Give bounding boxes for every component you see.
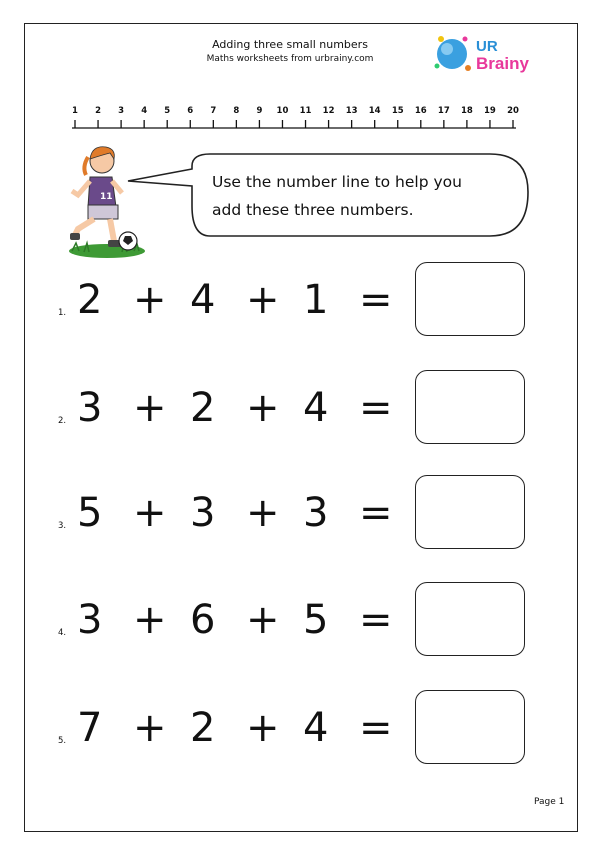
question-number: 3. bbox=[58, 521, 67, 531]
number-line-label: 7 bbox=[210, 106, 217, 116]
number-line-label: 5 bbox=[164, 106, 171, 116]
plus-sign: + bbox=[246, 490, 280, 536]
answer-box[interactable] bbox=[415, 262, 525, 336]
instruction-line-2: add these three numbers. bbox=[212, 201, 414, 219]
plus-sign: + bbox=[133, 385, 167, 431]
worksheet-subtitle: Maths worksheets from urbrainy.com bbox=[206, 54, 374, 64]
answer-box[interactable] bbox=[415, 475, 525, 549]
first-addend: 3 bbox=[77, 385, 103, 431]
logo-text-ur: UR bbox=[476, 38, 498, 55]
question-row bbox=[0, 262, 606, 352]
number-line-label: 12 bbox=[322, 106, 335, 116]
number-line-label: 3 bbox=[118, 106, 125, 116]
plus-sign: + bbox=[133, 705, 167, 751]
first-addend: 5 bbox=[77, 490, 103, 536]
logo-text-brainy: Brainy bbox=[476, 54, 529, 73]
number-line-label: 1 bbox=[72, 106, 78, 116]
second-addend: 2 bbox=[190, 705, 216, 751]
number-line-label: 4 bbox=[141, 106, 148, 116]
question-number: 5. bbox=[58, 736, 67, 746]
equals-sign: = bbox=[359, 277, 393, 323]
answer-box[interactable] bbox=[415, 582, 525, 656]
first-addend: 7 bbox=[77, 705, 103, 751]
question-row bbox=[0, 690, 606, 780]
third-addend: 5 bbox=[303, 597, 329, 643]
question-number: 4. bbox=[58, 628, 67, 638]
instruction-line-1: Use the number line to help you bbox=[212, 173, 462, 191]
equals-sign: = bbox=[359, 385, 393, 431]
first-addend: 2 bbox=[77, 277, 103, 323]
number-line-label: 15 bbox=[391, 106, 404, 116]
instruction-text bbox=[212, 168, 512, 224]
plus-sign: + bbox=[246, 705, 280, 751]
number-line-label: 17 bbox=[437, 106, 450, 116]
plus-sign: + bbox=[246, 597, 280, 643]
number-line-label: 14 bbox=[368, 106, 381, 116]
number-line-label: 16 bbox=[414, 106, 427, 116]
svg-text:11: 11 bbox=[100, 192, 113, 202]
plus-sign: + bbox=[133, 490, 167, 536]
number-line-label: 20 bbox=[507, 106, 519, 116]
number-line-label: 2 bbox=[95, 106, 101, 116]
third-addend: 4 bbox=[303, 705, 329, 751]
equals-sign: = bbox=[359, 597, 393, 643]
number-line-label: 8 bbox=[233, 106, 240, 116]
second-addend: 2 bbox=[190, 385, 216, 431]
third-addend: 3 bbox=[303, 490, 329, 536]
number-line-label: 19 bbox=[484, 106, 496, 116]
worksheet-title: Adding three small numbers bbox=[212, 38, 368, 51]
plus-sign: + bbox=[246, 385, 280, 431]
number-line-label: 10 bbox=[276, 106, 289, 116]
first-addend: 3 bbox=[77, 597, 103, 643]
page-number: Page 1 bbox=[534, 797, 565, 807]
number-line bbox=[0, 0, 606, 150]
equals-sign: = bbox=[359, 705, 393, 751]
question-row bbox=[0, 582, 606, 672]
question-number: 2. bbox=[58, 416, 67, 426]
question-number: 1. bbox=[58, 308, 67, 318]
third-addend: 1 bbox=[303, 277, 329, 323]
number-line-label: 9 bbox=[256, 106, 263, 116]
number-line-label: 6 bbox=[187, 106, 194, 116]
plus-sign: + bbox=[133, 277, 167, 323]
question-row bbox=[0, 370, 606, 460]
third-addend: 4 bbox=[303, 385, 329, 431]
second-addend: 4 bbox=[190, 277, 216, 323]
number-line-label: 13 bbox=[345, 106, 358, 116]
question-row bbox=[0, 475, 606, 565]
number-line-label: 18 bbox=[460, 106, 473, 116]
plus-sign: + bbox=[246, 277, 280, 323]
equals-sign: = bbox=[359, 490, 393, 536]
answer-box[interactable] bbox=[415, 690, 525, 764]
second-addend: 3 bbox=[190, 490, 216, 536]
second-addend: 6 bbox=[190, 597, 216, 643]
number-line-label: 11 bbox=[299, 106, 312, 116]
answer-box[interactable] bbox=[415, 370, 525, 444]
plus-sign: + bbox=[133, 597, 167, 643]
